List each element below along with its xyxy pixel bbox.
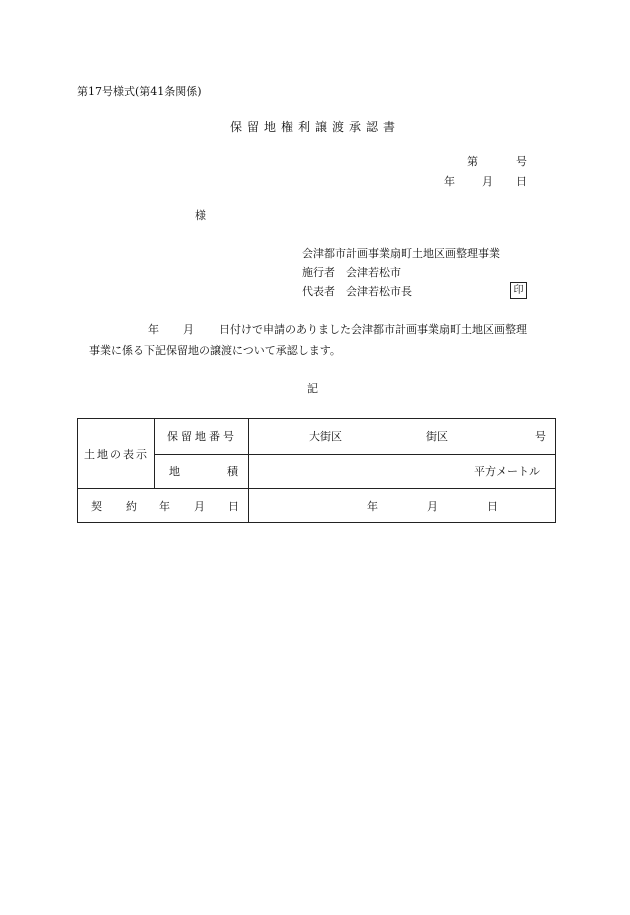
issuer-representative: 代表者 会津若松市長 (302, 285, 412, 298)
area-label-b: 積 (227, 465, 238, 478)
body-line1: 日付けで申請のありました会津都市計画事業扇町土地区画整理 (219, 323, 527, 336)
table-divider (78, 488, 556, 489)
contract-value-month: 月 (427, 500, 438, 513)
contract-value-year: 年 (367, 500, 378, 513)
issuer-project: 会津都市計画事業扇町土地区画整理事業 (302, 247, 500, 260)
date-day: 日 (516, 175, 527, 188)
body-line2: 事業に係る下記保留地の譲渡について承認します。 (89, 344, 341, 357)
lot-value-go: 号 (535, 430, 546, 443)
area-unit: 平方メートル (474, 465, 540, 478)
body-year: 年 (148, 323, 159, 336)
number-dai: 第 (467, 155, 478, 168)
number-go: 号 (516, 155, 527, 168)
contract-label-month: 月 (194, 500, 205, 513)
ki-heading: 記 (307, 382, 318, 395)
lot-number-label: 保留地番号 (167, 430, 237, 443)
contract-label-day: 日 (228, 500, 239, 513)
issuer-executor: 施行者 会津若松市 (302, 266, 401, 279)
date-month: 月 (482, 175, 493, 188)
document-title: 保留地権利譲渡承認書 (229, 120, 400, 134)
body-month: 月 (183, 323, 194, 336)
seal-mark: 印 (510, 282, 527, 299)
date-year: 年 (444, 175, 455, 188)
contract-label-b: 約 (126, 500, 137, 513)
contract-label-year: 年 (159, 500, 170, 513)
table-divider (154, 454, 556, 455)
area-label-a: 地 (169, 465, 180, 478)
lot-value-gai: 街区 (426, 430, 448, 443)
land-table (77, 418, 556, 523)
addressee-suffix: 様 (195, 209, 206, 222)
contract-value-day: 日 (487, 500, 498, 513)
table-divider (248, 419, 249, 523)
form-id: 第17号様式(第41条関係) (77, 85, 202, 98)
lot-value-daigai: 大街区 (309, 430, 342, 443)
contract-label-a: 契 (91, 500, 102, 513)
land-label: 土地の表示 (84, 448, 149, 461)
